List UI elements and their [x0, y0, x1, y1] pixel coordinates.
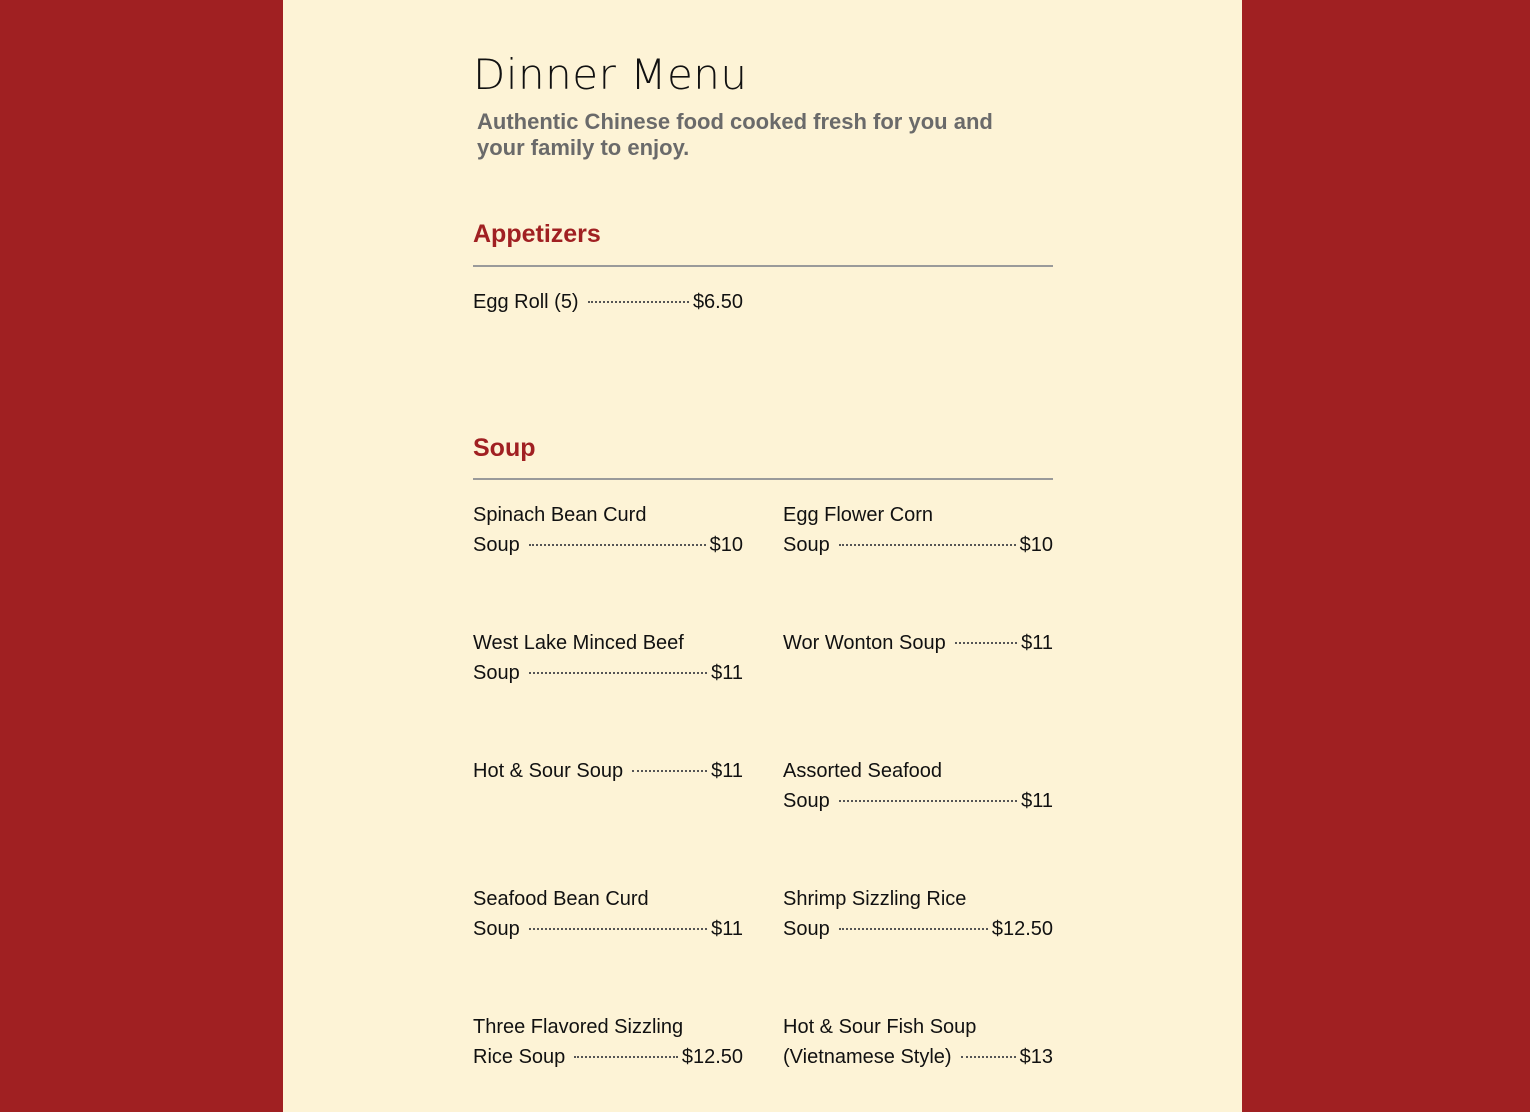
dot-leader [632, 770, 707, 772]
menu-item-name-cont: Soup [783, 918, 830, 940]
menu-item-price: $10 [709, 534, 743, 556]
menu-item-name: West Lake Minced Beef [473, 632, 684, 654]
menu-item-name: Hot & Sour Soup [473, 760, 624, 782]
menu-item [783, 500, 1053, 560]
menu-item [783, 884, 1053, 944]
page-title: Dinner Menu [473, 50, 748, 99]
page-subtitle: Authentic Chinese food cooked fresh for you and your family to enjoy. [477, 109, 993, 160]
section-divider [473, 265, 1053, 267]
menu-item-name: Spinach Bean Curd [473, 504, 647, 526]
dot-leader [529, 928, 707, 930]
menu-item-price: $10 [1019, 534, 1053, 556]
dot-leader [839, 800, 1017, 802]
menu-item-price: $6.50 [692, 291, 743, 313]
menu-item-price: $11 [1021, 632, 1053, 654]
menu-item-name-cont: Soup [473, 662, 520, 684]
dot-leader [588, 301, 689, 303]
dot-leader [529, 544, 706, 546]
section-appetizers [473, 218, 1053, 313]
dot-leader [574, 1056, 678, 1058]
menu-item-name-cont: Soup [783, 534, 830, 556]
menu-item-name-cont: Soup [473, 918, 520, 940]
menu-item-price: $12.50 [991, 918, 1053, 940]
menu-item-name: Seafood Bean Curd [473, 888, 649, 910]
menu-item-name-cont: Soup [473, 534, 520, 556]
menu-item-name-cont: Rice Soup [473, 1046, 566, 1068]
dot-leader [839, 544, 1016, 546]
menu-item [783, 756, 1053, 816]
menu-item-name: Egg Roll (5) [473, 291, 579, 313]
menu-item [783, 1012, 1053, 1072]
menu-item-price: $11 [1021, 790, 1053, 812]
dot-leader [839, 928, 988, 930]
menu-item-name: Shrimp Sizzling Rice [783, 888, 967, 910]
menu-item [473, 287, 743, 317]
menu-item-name: Egg Flower Corn [783, 504, 934, 526]
menu-item-price: $12.50 [681, 1046, 743, 1068]
menu-item-name: Wor Wonton Soup [783, 632, 946, 654]
section-title: Soup [473, 434, 536, 462]
menu-item [473, 884, 743, 944]
menu-item [473, 756, 743, 786]
menu-item [783, 628, 1053, 658]
menu-item-name: Hot & Sour Fish Soup [783, 1016, 977, 1038]
menu-item [473, 628, 743, 688]
menu-item-price: $11 [711, 918, 743, 940]
menu-item-name: Three Flavored Sizzling [473, 1016, 684, 1038]
menu-item-name: Assorted Seafood [783, 760, 942, 782]
section-soup [473, 432, 1053, 1068]
menu-item [473, 1012, 743, 1072]
menu-item-price: $11 [711, 760, 743, 782]
menu-item-price: $11 [711, 662, 743, 684]
menu-panel [283, 0, 1242, 1112]
section-title: Appetizers [473, 220, 601, 248]
menu-item-name-cont: Soup [783, 790, 830, 812]
menu-item [473, 500, 743, 560]
dot-leader [955, 642, 1017, 644]
dot-leader [961, 1056, 1016, 1058]
menu-item-name-cont: (Vietnamese Style) [783, 1046, 952, 1068]
dot-leader [529, 672, 707, 674]
section-divider [473, 478, 1053, 480]
menu-item-price: $13 [1019, 1046, 1053, 1068]
